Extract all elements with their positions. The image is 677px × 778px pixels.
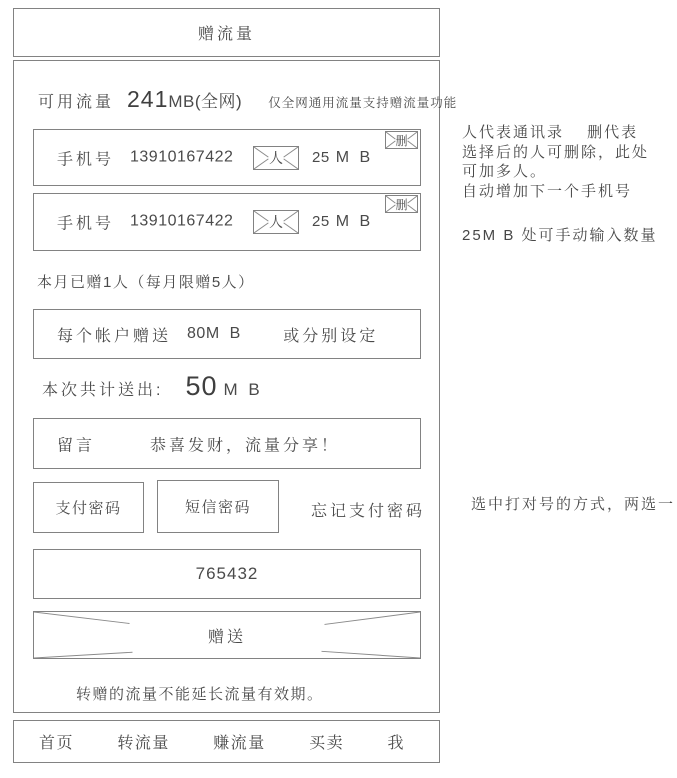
sms-password-toggle[interactable]: 短信密码 [157,480,279,533]
available-label: 可用流量 [38,94,115,111]
annotation-amount: 25M B 处可手动输入数量 [462,227,658,244]
total-row [42,371,263,402]
recipient-row [33,193,421,251]
amount-input[interactable]: 25 M B [312,148,374,166]
bottom-nav [13,720,440,763]
page-title: 赠流量 [197,26,255,43]
contact-icon: 人 [269,214,283,230]
per-account-box [33,309,421,359]
send-button[interactable] [33,611,421,659]
delete-recipient-button[interactable] [385,195,418,213]
send-button-label: 赠送 [207,628,246,646]
amount-input[interactable]: 25 M B [312,213,374,230]
message-box [33,418,421,469]
available-value: 241 [127,86,169,112]
phone-number-input[interactable]: 13910167422 [130,148,234,166]
delete-icon: 删 [395,133,408,148]
available-unit: MB(全网) [168,92,243,111]
message-input[interactable]: 恭喜发财，流量分享！ [150,437,341,454]
password-code-input[interactable]: 765432 [33,549,421,599]
nav-item-transfer-data[interactable]: 转流量 [117,735,170,752]
nav-item-me[interactable]: 我 [387,735,405,752]
per-account-label: 每个帐户赠送 [57,327,172,345]
contact-icon: 人 [269,150,283,166]
validity-note: 转赠的流量不能延长流量有效期。 [76,686,324,703]
main-panel [13,60,458,713]
delete-icon: 删 [395,197,408,212]
phone-number-input[interactable]: 13910167422 [130,212,234,230]
set-individually-option[interactable]: 或分别设定 [283,327,379,345]
monthly-limit-note: 本月已赠1人（每月限赠5人） [37,274,255,291]
total-unit: M B [223,380,263,399]
nav-item-buy-sell[interactable]: 买卖 [309,735,345,752]
per-account-amount-input[interactable]: 80 M B [187,325,244,342]
available-note: 仅全网通用流量支持赠流量功能 [268,96,458,110]
phone-label: 手机号 [57,215,115,233]
pay-password-toggle[interactable]: 支付密码 [33,482,144,533]
annotation-password: 选中打对号的方式，两选一 [471,496,676,513]
contact-picker-button[interactable] [253,146,299,170]
nav-item-home[interactable]: 首页 [39,735,75,752]
app-header [13,8,440,57]
forgot-password-link[interactable]: 忘记支付密码 [311,503,426,520]
delete-recipient-button[interactable] [385,131,418,149]
message-label: 留言 [57,437,96,454]
annotation-contacts: 人代表通讯录 删代表 选择后的人可删除，此处 可加多人。 自动增加下一个手机号 [462,124,650,200]
phone-label: 手机号 [57,151,115,168]
nav-item-earn-data[interactable]: 赚流量 [213,735,266,752]
available-traffic-row [38,86,457,113]
contact-picker-button[interactable] [253,210,299,234]
total-value: 50 [185,371,218,401]
total-label: 本次共计送出: [42,382,164,399]
recipient-row [33,129,421,186]
